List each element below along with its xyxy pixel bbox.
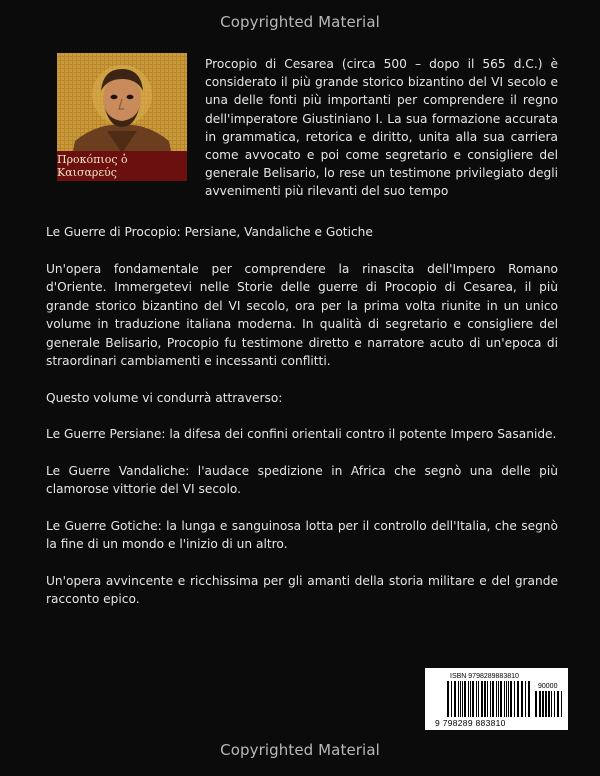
barcode-bar bbox=[460, 681, 461, 717]
watermark-bottom: Copyrighted Material bbox=[220, 741, 380, 759]
description-heading: Le Guerre di Procopio: Persiane, Vandaliche e Gotiche bbox=[46, 225, 373, 239]
barcode-bar bbox=[554, 691, 555, 717]
barcode-bar bbox=[496, 681, 497, 717]
closing-paragraph: Un'opera avvincente e ricchissima per gli amanti della storia militare e del grande racconto epico. bbox=[46, 573, 558, 606]
barcode-bar bbox=[447, 681, 449, 717]
contents-item-vandalic: Le Guerre Vandaliche: l'audace spedizione in Africa che segnò una delle più clamorose vittorie del VI secolo. bbox=[46, 463, 558, 496]
price-code: 90000 bbox=[538, 683, 558, 690]
barcode-bar bbox=[462, 681, 463, 717]
author-portrait bbox=[57, 53, 187, 181]
isbn-digits: 9 798289 883810 bbox=[435, 718, 506, 728]
barcode-bar bbox=[454, 681, 456, 717]
portrait-caption: Προκόπιος ὁ Καισαρεύς bbox=[57, 151, 187, 181]
barcode-bar bbox=[528, 681, 530, 717]
barcode-bar bbox=[525, 681, 526, 717]
barcode-bar bbox=[478, 681, 479, 717]
barcode-bar bbox=[472, 681, 474, 717]
barcode-bar bbox=[548, 691, 550, 717]
isbn-label: ISBN 9798289883810 bbox=[450, 673, 519, 680]
barcode-bar bbox=[508, 681, 509, 717]
barcode-bar bbox=[557, 691, 559, 717]
barcode-bar bbox=[458, 681, 459, 717]
book-description bbox=[46, 223, 558, 627]
barcode-bar bbox=[514, 681, 515, 717]
barcode-bar bbox=[500, 681, 502, 717]
barcode-bar bbox=[561, 691, 562, 717]
barcode-bars bbox=[447, 681, 531, 717]
addon-barcode-bars bbox=[535, 691, 563, 717]
barcode-bar bbox=[535, 691, 537, 717]
contents-item-gothic: Le Guerre Gotiche: la lunga e sanguinosa lotta per il controllo dell'Italia, che segnò la fine di un mondo e l'inizio di un altro. bbox=[46, 518, 558, 551]
barcode-bar bbox=[487, 681, 488, 717]
barcode-bar bbox=[481, 681, 483, 717]
barcode-bar bbox=[517, 681, 519, 717]
barcode-bar bbox=[542, 691, 544, 717]
author-intro: Procopio di Cesarea (circa 500 – dopo il 565 d.C.) è considerato il più grande storico bizantino del VI secolo e una delle fonti più importanti per comprendere il regno dell'imperatore Giustiniano I. La sua formazione accurata in grammatica, retorica e diritto, unita alla sua carriera come avvocato e poi come segretario e consigliere del generale Belisario, lo rese un testimone privilegiato degli avvenimenti più rilevanti del suo tempo bbox=[205, 57, 558, 199]
barcode-bar bbox=[551, 691, 552, 717]
barcode-bar bbox=[490, 681, 491, 717]
isbn-barcode bbox=[425, 668, 568, 730]
description-paragraph: Un'opera fondamentale per comprendere la rinascita dell'Impero Romano d'Oriente. Immergetevi nelle Storie delle guerre di Procopio di Cesarea, il più grande storico bizantino del VI secolo, ora per la prima volta riunite in un unico volume in traduzione italiana moderna. In qualità di segretario e consigliere del generale Belisario, Procopio fu testimone diretto e narratore acuto di un'epoca di straordinari cambiamenti e incessanti conflitti. bbox=[46, 261, 558, 368]
contents-lead: Questo volume vi condurrà attraverso: bbox=[46, 390, 283, 405]
barcode-bar bbox=[510, 681, 512, 717]
contents-item-persian: Le Guerre Persiane: la difesa dei confini orientali contro il potente Impero Sasanide. bbox=[46, 427, 557, 441]
barcode-bar bbox=[470, 681, 471, 717]
barcode-bar bbox=[468, 681, 469, 717]
barcode-bar bbox=[521, 681, 523, 717]
barcode-bar bbox=[492, 681, 494, 717]
barcode-bar bbox=[545, 691, 547, 717]
barcode-bar bbox=[464, 681, 466, 717]
barcode-bar bbox=[451, 681, 452, 717]
barcode-bar bbox=[498, 681, 499, 717]
barcode-bar bbox=[476, 681, 477, 717]
watermark-top: Copyrighted Material bbox=[220, 13, 380, 31]
barcode-bar bbox=[506, 681, 507, 717]
barcode-bar bbox=[484, 681, 486, 717]
barcode-bar bbox=[539, 691, 541, 717]
barcode-bar bbox=[504, 681, 505, 717]
